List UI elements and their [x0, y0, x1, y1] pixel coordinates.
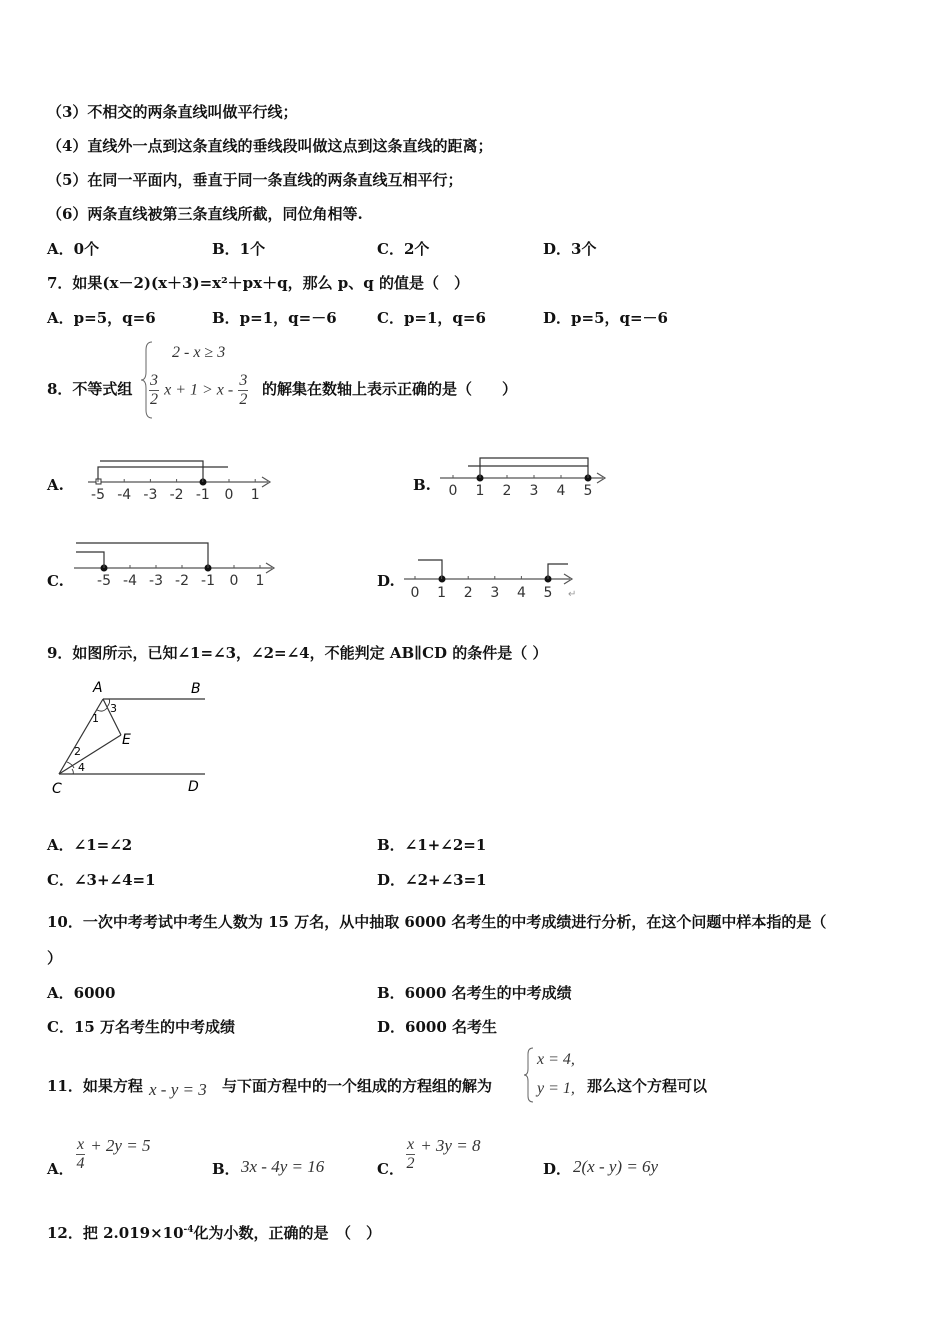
q8-ineq1: 2 - x ≥ 3: [172, 344, 226, 361]
q8-label-b[interactable]: B.: [413, 476, 431, 494]
tick-label: 3: [529, 483, 539, 499]
tick-label: -1: [195, 487, 210, 503]
tick-label: 5: [583, 483, 593, 499]
q6-option-c[interactable]: C．2个: [377, 240, 430, 258]
label-b: B: [191, 681, 201, 697]
q12-stem-a: 12．把 2.019×10: [47, 1224, 184, 1242]
tick-label: 4: [556, 483, 566, 499]
q11-c-num: x: [407, 1136, 415, 1153]
q10-option-a[interactable]: A．6000: [47, 984, 116, 1002]
q10-stem-end: ）: [47, 949, 63, 967]
q9-option-a[interactable]: A．∠1=∠2: [47, 836, 133, 854]
tick-label: 2: [463, 585, 473, 601]
q11-a-rest: + 2y = 5: [90, 1136, 151, 1155]
q6-option-b[interactable]: B．1个: [212, 240, 266, 258]
number-line-a[interactable]: [80, 455, 280, 507]
q9-option-c[interactable]: C．∠3+∠4=1: [47, 871, 156, 889]
q11-label-c[interactable]: C．: [377, 1160, 404, 1178]
q11-label-b[interactable]: B．: [212, 1160, 240, 1178]
angle-1-label: 1: [92, 712, 99, 725]
q8-suffix: 的解集在数轴上表示正确的是（ ）: [262, 380, 518, 398]
q8-frac1: [149, 372, 159, 409]
q8-ineq2: [149, 372, 248, 409]
q8-frac2: [238, 372, 248, 409]
statement-3: （3）不相交的两条直线叫做平行线；: [47, 103, 298, 121]
tick-label: 0: [410, 585, 420, 601]
q11-c-den: 2: [406, 1155, 415, 1172]
q11-a-frac: [76, 1136, 85, 1173]
tick-label: 1: [437, 585, 447, 601]
statement-5: （5）在同一平面内，垂直于同一条直线的两条直线互相平行；: [47, 171, 463, 189]
q11-label-d[interactable]: D．: [543, 1160, 572, 1178]
q11-middle: 与下面方程中的一个组成的方程组的解为: [222, 1077, 493, 1095]
brace-icon: [523, 1046, 535, 1104]
label-d: D: [188, 779, 199, 795]
q9-option-b[interactable]: B．∠1+∠2=1: [377, 836, 487, 854]
tick-label: -1: [201, 573, 215, 589]
angle-4-label: 4: [78, 761, 85, 774]
q12-exponent: -4: [183, 1225, 194, 1235]
return-mark-icon: ↵: [568, 589, 577, 600]
q11-option-c[interactable]: [406, 1136, 480, 1173]
label-e: E: [122, 732, 131, 748]
tick-label: 0: [229, 573, 239, 589]
tick-label: -3: [149, 573, 163, 589]
q11-option-d[interactable]: 2(x - y) = 6y: [573, 1157, 659, 1176]
statement-4: （4）直线外一点到这条直线的垂线段叫做这点到这条直线的距离；: [47, 137, 493, 155]
q10-option-b[interactable]: B．6000 名考生的中考成绩: [377, 984, 572, 1002]
tick-label: 1: [255, 573, 265, 589]
tick-label: 1: [475, 483, 485, 499]
q11-prefix: 11．如果方程: [47, 1077, 143, 1095]
q8-label-a[interactable]: A.: [47, 476, 64, 494]
q8-ineq2-mid: x + 1 > x -: [164, 381, 234, 399]
q9-option-d[interactable]: D．∠2+∠3=1: [377, 871, 487, 889]
tick-label: -5: [91, 487, 105, 503]
tick-label: 0: [224, 487, 234, 503]
q11-option-a[interactable]: [76, 1136, 150, 1173]
q10-option-d[interactable]: D．6000 名考生: [377, 1018, 497, 1036]
q9-stem: 9．如图所示，已知∠1=∠3，∠2=∠4，不能判定 AB∥CD 的条件是（ ）: [47, 644, 548, 662]
q8-frac1-den: 2: [150, 391, 158, 408]
q11-label-a[interactable]: A．: [47, 1160, 74, 1178]
tick-label: -4: [117, 487, 132, 503]
q8-label-c[interactable]: C.: [47, 572, 64, 590]
tick-label: 4: [516, 585, 526, 601]
q11-c-rest: + 3y = 8: [420, 1136, 481, 1155]
q8-prefix: 8．不等式组: [47, 380, 133, 398]
q8-frac2-num: 3: [239, 372, 248, 389]
tick-label: -2: [175, 573, 189, 589]
q8-label-d[interactable]: D.: [377, 572, 395, 590]
q7-stem: 7．如果(x－2)(x＋3)=x²＋px＋q，那么 p、q 的值是（ ）: [47, 274, 470, 292]
tick-label: 0: [448, 483, 458, 499]
label-a: A: [93, 680, 103, 696]
q7-option-a[interactable]: A．p=5，q=6: [47, 309, 156, 327]
tick-label: 3: [490, 585, 500, 601]
q10-stem: 10．一次中考考试中考生人数为 15 万名，从中抽取 6000 名考生的中考成绩进行分析，在这个问题中样本指的是（: [47, 913, 827, 931]
q6-option-a[interactable]: A．0个: [47, 240, 100, 258]
tick-label: 1: [250, 487, 260, 503]
tick-label: 5: [543, 585, 553, 601]
statement-6: （6）两条直线被第三条直线所截，同位角相等.: [47, 205, 363, 223]
label-c: C: [52, 781, 62, 797]
number-line-d[interactable]: [402, 550, 587, 602]
q9-figure: [45, 675, 220, 800]
q11-equation: x - y = 3: [149, 1080, 207, 1099]
angle-3-label: 3: [110, 702, 117, 715]
q11-option-b[interactable]: 3x - 4y = 16: [241, 1157, 325, 1176]
q12-stem: [47, 1220, 381, 1243]
tick-label: -4: [123, 573, 137, 589]
q11-suffix: 那么这个方程可以: [587, 1077, 708, 1095]
tick-label: -5: [97, 573, 111, 589]
angle-2-label: 2: [74, 745, 81, 758]
tick-label: 2: [502, 483, 512, 499]
q8-frac1-num: 3: [150, 372, 158, 389]
q11-sol-x: x = 4,: [537, 1051, 575, 1068]
q7-option-c[interactable]: C．p=1，q=6: [377, 309, 486, 327]
q6-option-d[interactable]: D．3个: [543, 240, 597, 258]
q11-c-frac: [406, 1136, 415, 1173]
number-line-b[interactable]: [438, 455, 613, 507]
q7-option-d[interactable]: D．p=5，q=－6: [543, 309, 668, 327]
q7-option-b[interactable]: B．p=1，q=－6: [212, 309, 337, 327]
q11-a-num: x: [77, 1136, 85, 1153]
q12-stem-b: 化为小数，正确的是 （ ）: [193, 1224, 382, 1242]
q11-a-den: 4: [76, 1155, 85, 1172]
q11-sol-y: y = 1,: [537, 1080, 575, 1097]
number-line-c[interactable]: [72, 540, 282, 595]
tick-label: -3: [143, 487, 158, 503]
tick-label: -2: [169, 487, 184, 503]
q8-frac2-den: 2: [239, 391, 248, 408]
q10-option-c[interactable]: C．15 万名考生的中考成绩: [47, 1018, 236, 1036]
